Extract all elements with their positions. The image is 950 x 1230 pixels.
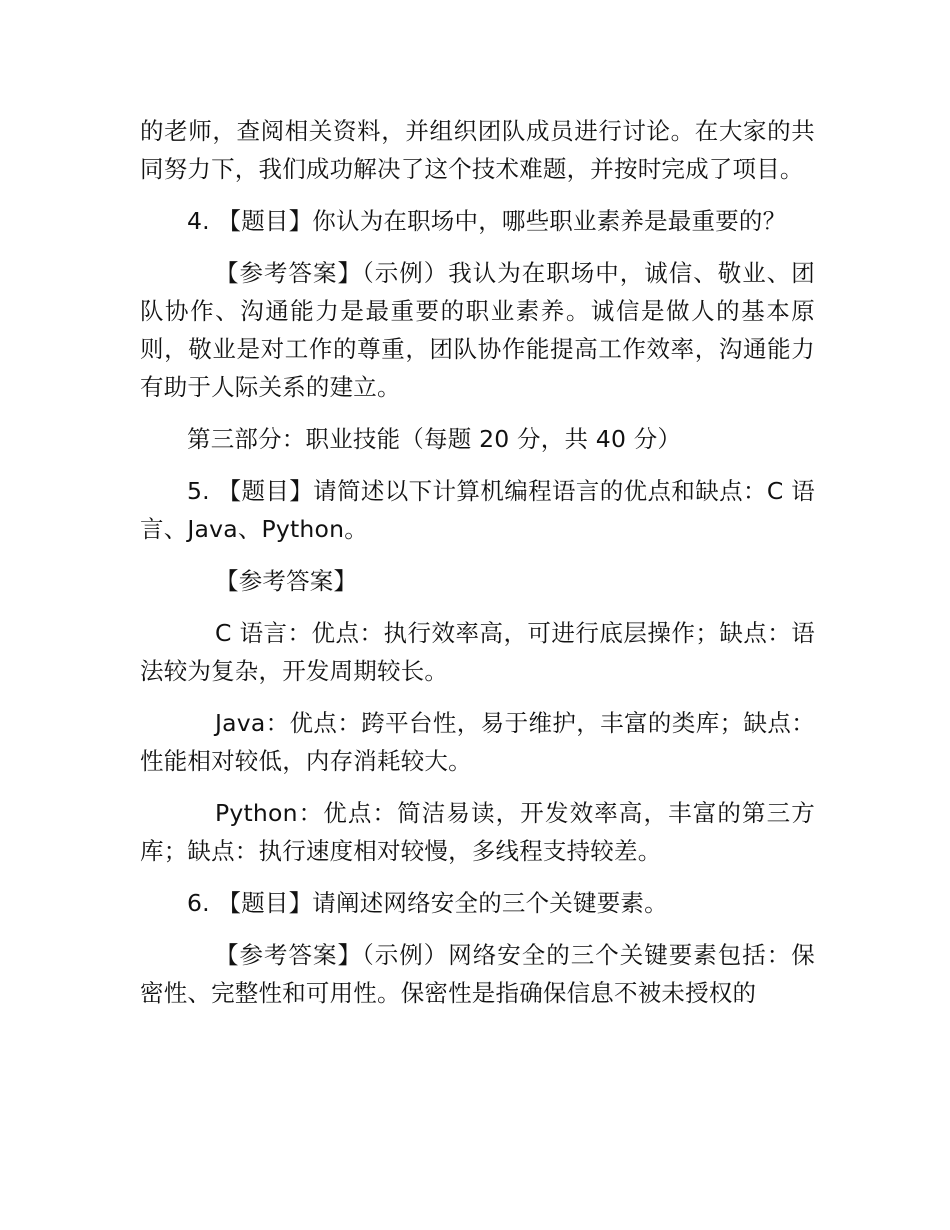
document-body — [140, 112, 815, 1012]
answer-5-python: Python：优点：简洁易读，开发效率高，丰富的第三方库；缺点：执行速度相对较慢，多线程支持较差。 — [140, 799, 815, 865]
question-6: 6. 【题目】请阐述网络安全的三个关键要素。 — [187, 889, 668, 917]
section-heading-part-3: 第三部分：职业技能（每题 20 分，共 40 分） — [187, 425, 682, 453]
question-5: 5. 【题目】请简述以下计算机编程语言的优点和缺点：C 语言、Java、Python。 — [140, 477, 815, 543]
answer-5-label: 【参考答案】 — [215, 567, 358, 595]
answer-5-c: C 语言：优点：执行效率高，可进行底层操作；缺点：语法较为复杂，开发周期较长。 — [140, 619, 815, 685]
answer-4: 【参考答案】（示例）我认为在职场中，诚信、敬业、团队协作、沟通能力是最重要的职业素养。诚信是做人的基本原则，敬业是对工作的尊重，团队协作能提高工作效率，沟通能力有助于人际关系的建立。 — [140, 259, 815, 401]
question-4: 4. 【题目】你认为在职场中，哪些职业素养是最重要的？ — [187, 207, 787, 235]
paragraph-continuation: 的老师，查阅相关资料，并组织团队成员进行讨论。在大家的共同努力下，我们成功解决了这个技术难题，并按时完成了项目。 — [140, 117, 815, 183]
answer-6: 【参考答案】（示例）网络安全的三个关键要素包括：保密性、完整性和可用性。保密性是指确保信息不被未授权的 — [140, 941, 815, 1007]
answer-5-java: Java：优点：跨平台性，易于维护，丰富的类库；缺点：性能相对较低，内存消耗较大。 — [140, 709, 815, 775]
